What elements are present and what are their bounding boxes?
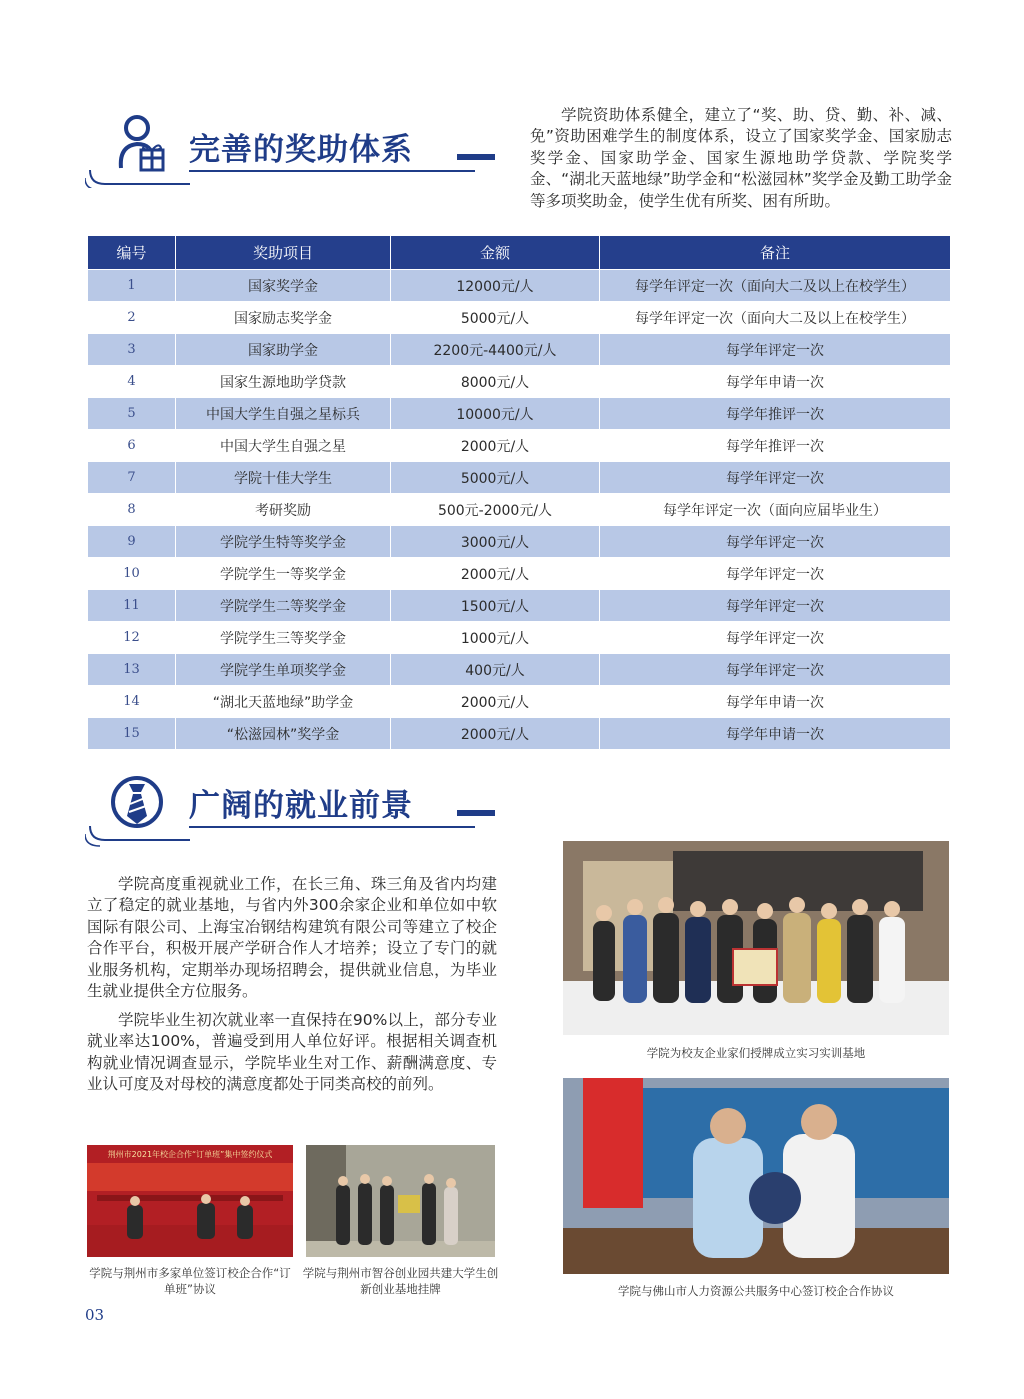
- section1-title: 完善的奖助体系: [189, 132, 413, 168]
- section2-paragraph-1: 学院高度重视就业工作，在长三角、珠三角及省内均建立了稳定的就业基地，与省内外300余家企业和单位如中软国际有限公司、上海宝冶钢结构建筑有限公司等建立了校企合作平台，积极开展产学研合作人才培养；设立了专门的就业服务机构，定期举办现场招聘会，提供就业信息，为毕业生就业提供全方位服务。: [87, 875, 497, 1001]
- cell-number: 12: [88, 622, 176, 654]
- cell-item: 学院学生三等奖学金: [176, 622, 391, 654]
- cell-note: 每学年申请一次: [600, 718, 951, 750]
- cell-amount: 2000元/人: [391, 686, 600, 718]
- cell-amount: 12000元/人: [391, 270, 600, 302]
- order-class-banner: 荆州市2021年校企合作“订单班”集中签约仪式: [107, 1150, 273, 1159]
- cell-note: 每学年评定一次: [600, 462, 951, 494]
- section1-header: [85, 108, 505, 188]
- caption-incubator-plaque: 学院与荆州市智谷创业园共建大学生创新创业基地挂牌: [302, 1266, 499, 1296]
- section2-header: [85, 770, 505, 850]
- cell-note: 每学年评定一次（面向大二及以上在校学生）: [600, 270, 951, 302]
- cell-number: 8: [88, 494, 176, 526]
- cell-number: 15: [88, 718, 176, 750]
- cell-note: 每学年评定一次: [600, 590, 951, 622]
- cell-amount: 5000元/人: [391, 302, 600, 334]
- cell-note: 每学年申请一次: [600, 366, 951, 398]
- table-row: [88, 398, 951, 430]
- cell-item: 国家助学金: [176, 334, 391, 366]
- cell-note: 每学年评定一次: [600, 622, 951, 654]
- gift-person-icon: [85, 108, 195, 188]
- cell-amount: 5000元/人: [391, 462, 600, 494]
- cell-note: 每学年推评一次: [600, 430, 951, 462]
- cell-item: “湖北天蓝地绿”助学金: [176, 686, 391, 718]
- caption-award-ceremony: 学院为校友企业家们授牌成立实习实训基地: [646, 1046, 866, 1060]
- table-row: [88, 270, 951, 302]
- photo-incubator-plaque: [306, 1145, 495, 1257]
- cell-amount: 1500元/人: [391, 590, 600, 622]
- aid-table: [87, 235, 951, 750]
- cell-item: 国家生源地助学贷款: [176, 366, 391, 398]
- cell-number: 5: [88, 398, 176, 430]
- tie-icon: [85, 770, 195, 850]
- header-amount: 金额: [391, 236, 600, 270]
- table-header-row: [88, 236, 951, 270]
- cell-number: 10: [88, 558, 176, 590]
- cell-number: 7: [88, 462, 176, 494]
- cell-number: 13: [88, 654, 176, 686]
- table-row: [88, 718, 951, 750]
- table-row: [88, 334, 951, 366]
- header-number: 编号: [88, 236, 176, 270]
- header-item: 奖助项目: [176, 236, 391, 270]
- section2-paragraph-2: 学院毕业生初次就业率一直保持在90%以上，部分专业就业率达100%，普遍受到用人单位好评。根据相关调查机构就业情况调查显示，学院毕业生对工作、薪酬满意度、专业认可度及对母校的满意度都处于同类高校的前列。: [87, 1011, 497, 1094]
- cell-item: “松滋园林”奖学金: [176, 718, 391, 750]
- cell-item: 中国大学生自强之星: [176, 430, 391, 462]
- cell-amount: 8000元/人: [391, 366, 600, 398]
- section2-title: 广阔的就业前景: [189, 788, 413, 824]
- cell-note: 每学年评定一次: [600, 526, 951, 558]
- cell-number: 3: [88, 334, 176, 366]
- cell-item: 学院学生单项奖学金: [176, 654, 391, 686]
- cell-item: 学院学生一等奖学金: [176, 558, 391, 590]
- table-row: [88, 462, 951, 494]
- cell-note: 每学年申请一次: [600, 686, 951, 718]
- cell-item: 考研奖励: [176, 494, 391, 526]
- cell-number: 1: [88, 270, 176, 302]
- table-row: [88, 302, 951, 334]
- cell-amount: 2000元/人: [391, 430, 600, 462]
- cell-number: 9: [88, 526, 176, 558]
- table-row: [88, 590, 951, 622]
- cell-amount: 10000元/人: [391, 398, 600, 430]
- cell-item: 中国大学生自强之星标兵: [176, 398, 391, 430]
- cell-amount: 1000元/人: [391, 622, 600, 654]
- table-row: [88, 654, 951, 686]
- caption-order-class-signing: 学院与荆州市多家单位签订校企合作“订单班”协议: [89, 1266, 291, 1296]
- section2-title-underline: [189, 826, 475, 828]
- table-row: [88, 430, 951, 462]
- table-row: [88, 622, 951, 654]
- header-note: 备注: [600, 236, 951, 270]
- cell-item: 国家励志奖学金: [176, 302, 391, 334]
- section1-paragraph: 学院资助体系健全，建立了“奖、助、贷、勤、补、减、免”资助困难学生的制度体系，设立了国家奖学金、国家励志奖学金、国家助学金、国家生源地助学贷款、学院奖学金、“湖北天蓝地绿”助学金和“松滋园林”奖学金及勤工助学金等多项奖助金，使学生优有所奖、困有所助。: [530, 106, 952, 210]
- cell-number: 4: [88, 366, 176, 398]
- cell-amount: 500元-2000元/人: [391, 494, 600, 526]
- photo-foshan-signing: [563, 1078, 949, 1274]
- cell-number: 11: [88, 590, 176, 622]
- cell-note: 每学年推评一次: [600, 398, 951, 430]
- section1-title-bar: [457, 154, 495, 160]
- cell-number: 6: [88, 430, 176, 462]
- section2-title-bar: [457, 810, 495, 816]
- cell-note: 每学年评定一次: [600, 334, 951, 366]
- photo-order-class-signing: [87, 1145, 293, 1257]
- table-row: [88, 526, 951, 558]
- caption-foshan-signing: 学院与佛山市人力资源公共服务中心签订校企合作协议: [618, 1284, 894, 1298]
- cell-item: 学院学生特等奖学金: [176, 526, 391, 558]
- cell-note: 每学年评定一次: [600, 654, 951, 686]
- photo-award-ceremony: [563, 841, 949, 1035]
- table-row: [88, 686, 951, 718]
- section1-title-underline: [189, 170, 475, 172]
- cell-item: 学院学生二等奖学金: [176, 590, 391, 622]
- cell-amount: 400元/人: [391, 654, 600, 686]
- cell-item: 国家奖学金: [176, 270, 391, 302]
- table-row: [88, 366, 951, 398]
- cell-amount: 2200元-4400元/人: [391, 334, 600, 366]
- cell-number: 2: [88, 302, 176, 334]
- cell-amount: 2000元/人: [391, 558, 600, 590]
- cell-note: 每学年评定一次: [600, 558, 951, 590]
- cell-note: 每学年评定一次（面向大二及以上在校学生）: [600, 302, 951, 334]
- cell-number: 14: [88, 686, 176, 718]
- cell-note: 每学年评定一次（面向应届毕业生）: [600, 494, 951, 526]
- cell-item: 学院十佳大学生: [176, 462, 391, 494]
- table-row: [88, 558, 951, 590]
- cell-amount: 3000元/人: [391, 526, 600, 558]
- cell-amount: 2000元/人: [391, 718, 600, 750]
- table-row: [88, 494, 951, 526]
- page-number: 03: [85, 1306, 105, 1324]
